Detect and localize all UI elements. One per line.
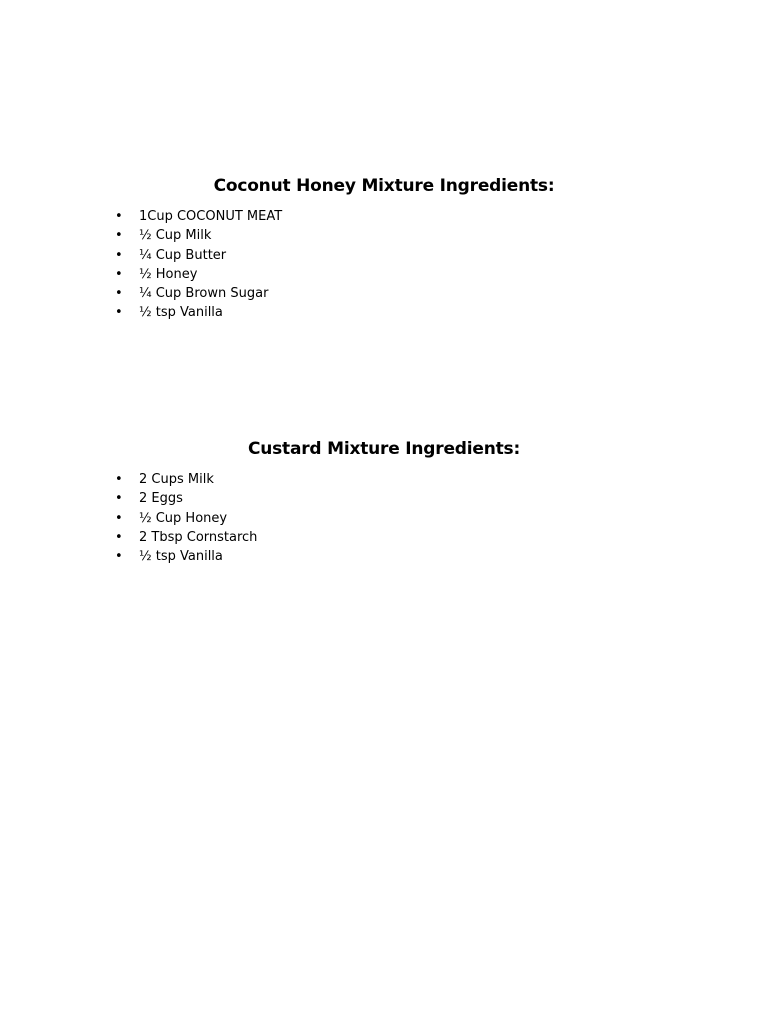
ingredient-text: 2 Tbsp Cornstarch [139,529,258,545]
ingredient-text: 2 Eggs [139,491,183,507]
bullet-icon: • [115,228,123,244]
ingredient-text: ½ tsp Vanilla [139,305,223,321]
list-item [0,509,768,528]
list-item [0,303,768,322]
bullet-icon: • [115,266,123,282]
custard-heading: Custard Mixture Ingredients: [247,439,521,459]
bullet-icon: • [115,305,123,321]
list-item [0,547,768,566]
list-item [0,528,768,547]
bullet-icon: • [115,491,123,507]
custard-section [0,436,768,566]
bullet-icon: • [115,529,123,545]
bullet-icon: • [115,472,123,487]
ingredient-text: ½ Cup Honey [139,510,228,526]
list-item [0,246,768,265]
coconut-honey-ingredient-list [0,207,768,323]
ingredient-text: ¼ Cup Butter [139,247,227,263]
bullet-icon: • [115,286,123,302]
ingredient-text: ½ Honey [139,266,198,282]
list-item [0,284,768,303]
ingredient-text: 1Cup COCONUT MEAT [139,209,283,224]
coconut-honey-heading: Coconut Honey Mixture Ingredients: [213,176,555,196]
ingredient-text: ½ Cup Milk [139,228,212,244]
list-item [0,489,768,508]
bullet-icon: • [115,247,123,263]
ingredient-text: ¼ Cup Brown Sugar [139,286,269,302]
list-item [0,265,768,284]
bullet-icon: • [115,510,123,526]
ingredient-text: 2 Cups Milk [139,472,214,487]
coconut-honey-section [0,173,768,323]
custard-ingredient-list [0,470,768,566]
bullet-icon: • [115,549,123,565]
list-item [0,207,768,226]
ingredient-text: ½ tsp Vanilla [139,549,223,565]
list-item [0,226,768,245]
list-item [0,470,768,489]
bullet-icon: • [115,209,123,224]
